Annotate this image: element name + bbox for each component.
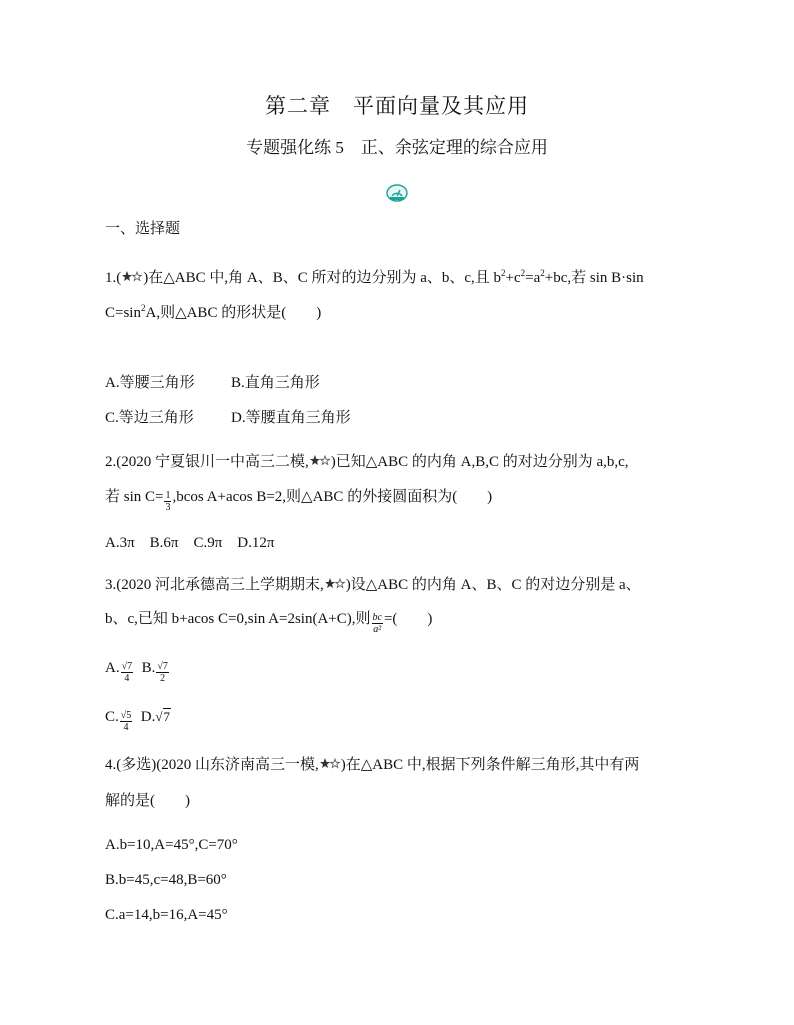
difficulty-star-icon — [309, 454, 331, 468]
q1-line2 — [105, 298, 321, 323]
q3-option-c-fraction — [120, 710, 133, 733]
q3-line1-tail: )设△ABC 的内角 A、B、C 的对边分别是 a、 — [345, 577, 641, 593]
q3-line2 — [105, 609, 432, 635]
q4-line2: 解的是( ) — [105, 793, 190, 809]
q3-line2-a: b、c,已知 b+acos C=0,sin A=2sin(A+C),则 — [105, 611, 371, 627]
q3-option-c-label: C. — [105, 709, 119, 725]
chapter-title: 第二章 平面向量及其应用 — [265, 94, 529, 118]
q4-option-c: C.a=14,b=16,A=45° — [105, 907, 228, 923]
q3-option-a-label: A. — [105, 660, 120, 676]
q1-text-eq-a: =a — [525, 270, 541, 286]
q3-frac-den: a² — [373, 624, 382, 635]
q2-line2 — [105, 487, 492, 513]
q3-option-b-den: 2 — [160, 673, 166, 684]
q3-option-d-radicand: 7 — [163, 709, 170, 724]
q1-sup-c: 2 — [520, 268, 526, 278]
q3-options-ab — [105, 658, 170, 684]
q3-option-b-num: √7 — [157, 661, 168, 672]
q4-source: 4.(多选)(2020 山东济南高三一模, — [105, 757, 319, 773]
q3-fraction — [372, 612, 383, 635]
q1-line2-b: A,则△ABC 的形状是( ) — [145, 305, 322, 321]
q3-option-b-fraction — [156, 661, 169, 684]
q3-option-d-label: D. — [140, 709, 156, 725]
q1-sup-b: 2 — [501, 268, 506, 278]
q2-fraction — [164, 490, 171, 513]
q1-line2-a: C=sin — [105, 305, 141, 321]
difficulty-star-icon — [121, 270, 143, 284]
q2-options: A.3π B.6π C.9π D.12π — [105, 535, 275, 551]
q1-text-plus-c: +c — [505, 270, 521, 286]
q3-line1 — [105, 575, 641, 595]
q4-line1 — [105, 755, 639, 775]
section-subtitle: 专题强化练 5 正、余弦定理的综合应用 — [246, 138, 548, 157]
q2-source: 2.(2020 宁夏银川一中高三二模, — [105, 454, 309, 470]
q1-option-c: C.等边三角形 — [105, 410, 194, 426]
q3-option-d-sqrt: √7 — [155, 709, 170, 724]
q3-frac-num: bc — [372, 612, 382, 623]
q2-line2-a: 若 sin C= — [105, 489, 164, 505]
q1-sup-sin: 2 — [140, 303, 146, 313]
q1-option-b: B.直角三角形 — [231, 375, 320, 391]
q1-number: 1.( — [105, 270, 122, 286]
q3-source: 3.(2020 河北承德高三上学期期末, — [105, 577, 324, 593]
q3-option-c-num: √5 — [120, 710, 132, 721]
q1-option-a: A.等腰三角形 — [105, 375, 195, 391]
q2-frac-den: 3 — [165, 502, 171, 513]
q3-line2-b: =( ) — [383, 611, 433, 627]
q3-option-a-den: 4 — [124, 673, 130, 684]
q3-option-a-fraction — [121, 661, 134, 684]
difficulty-star-icon — [319, 757, 341, 771]
q3-option-b-label: B. — [141, 660, 156, 676]
q4-line1-tail: )在△ABC 中,根据下列条件解三角形,其中有两 — [340, 757, 640, 773]
q3-option-c-den: 4 — [123, 722, 129, 733]
q1-text-tail: +bc,若 sin B·sin — [544, 270, 644, 286]
section-label: 一、选择题 — [105, 221, 181, 237]
q1-line1 — [105, 263, 644, 288]
difficulty-star-icon — [324, 577, 346, 591]
q2-line2-b: ,bcos A+acos B=2,则△ABC 的外接圆面积为( ) — [172, 489, 493, 505]
q2-line1-tail: )已知△ABC 的内角 A,B,C 的对边分别为 a,b,c, — [330, 454, 629, 470]
q4-option-b: B.b=45,c=48,B=60° — [105, 872, 227, 888]
q1-sup-a: 2 — [540, 268, 545, 278]
q4-option-a: A.b=10,A=45°,C=70° — [105, 837, 238, 853]
q2-line1 — [105, 452, 629, 472]
q1-text-a: )在△ABC 中,角 A、B、C 所对的边分别为 a、b、c,且 b — [143, 270, 502, 286]
q3-options-cd — [105, 707, 171, 733]
q3-option-a-num: √7 — [121, 661, 133, 672]
speed-dial-logo-icon — [385, 182, 409, 202]
q2-frac-num: 1 — [165, 490, 171, 501]
q1-option-d: D.等腰直角三角形 — [231, 410, 351, 426]
